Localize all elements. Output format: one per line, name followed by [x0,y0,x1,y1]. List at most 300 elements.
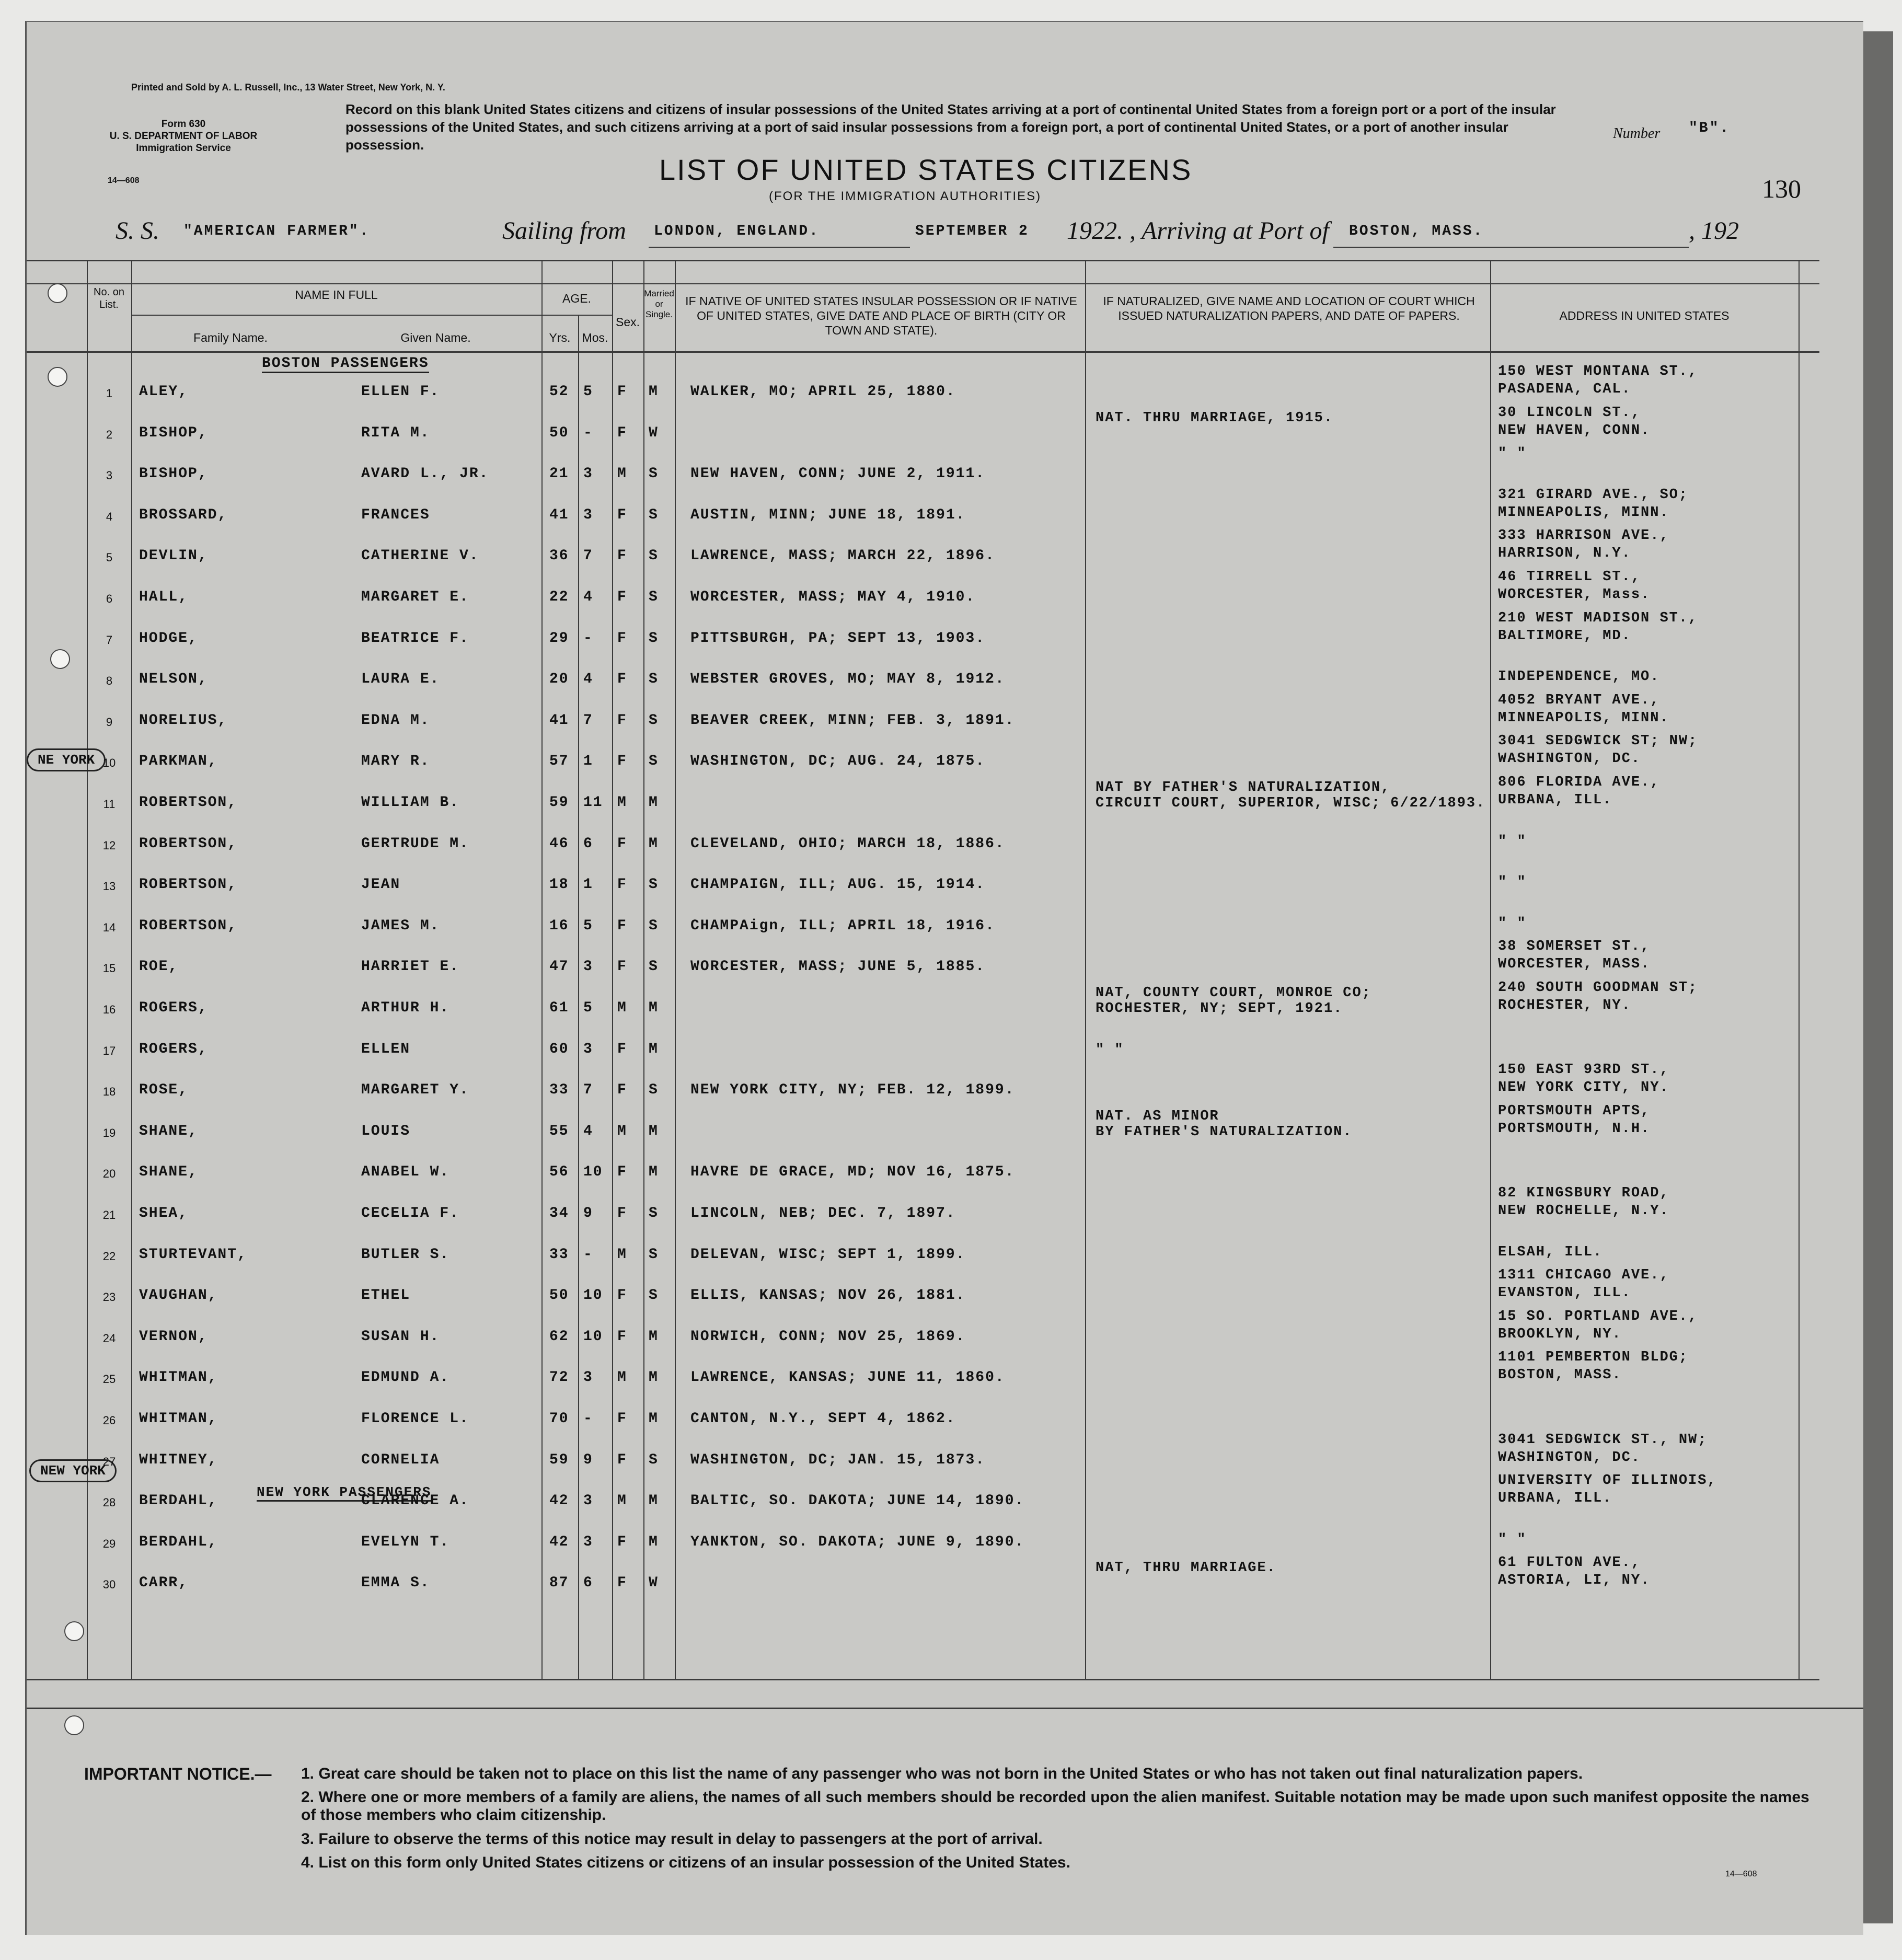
row-number: 2 [106,428,113,441]
age-years: 29 [549,630,569,647]
address-line-1: 38 SOMERSET ST., [1498,939,1651,954]
form-department: U. S. DEPARTMENT OF LABOR [109,131,258,142]
footer-code: 14—608 [1725,1870,1757,1878]
age-months: 3 [583,959,593,975]
sex: F [617,1575,627,1591]
sex: M [617,1493,627,1509]
marital-status: M [649,1493,659,1509]
sex: F [617,1164,627,1180]
age-years: 33 [549,1082,569,1098]
family-name: PARKMAN, [139,753,218,769]
row-number: 24 [102,1332,116,1345]
form-code: 14—608 [108,176,140,185]
notice-item-3: 3. Failure to observe the terms of this notice may result in delay to passengers at the port of arrival. [301,1830,1043,1848]
family-name: NORELIUS, [139,712,228,729]
age-months: 3 [583,1493,593,1509]
given-name: EVELYN T. [361,1534,450,1550]
row-number: 1 [106,387,113,400]
age-years: 50 [549,425,569,441]
naturalization-line-2: CIRCUIT COURT, SUPERIOR, WISC; 6/22/1893. [1096,795,1486,811]
sex: M [617,794,627,811]
family-name: BERDAHL, [139,1493,218,1509]
family-name: ROE, [139,959,179,975]
family-name: SHANE, [139,1164,198,1180]
age-years: 22 [549,589,569,605]
row-number: 27 [102,1455,116,1468]
marital-status: S [649,671,659,687]
age-years: 61 [549,1000,569,1016]
address-line-2: " " [1498,874,1527,890]
marital-status: M [649,1369,659,1386]
address-line-2: WORCESTER, Mass. [1498,587,1651,603]
family-name: NELSON, [139,671,208,687]
age-years: 60 [549,1041,569,1057]
age-months: 3 [583,466,593,482]
address-line-2: NEW ROCHELLE, N.Y. [1498,1203,1669,1219]
address-line-1: PORTSMOUTH APTS, [1498,1103,1651,1119]
row-number: 7 [106,633,113,647]
table-bottom-rule [27,1679,1819,1680]
address-line-2: BALTIMORE, MD. [1498,628,1631,644]
header-name: NAME IN FULL [295,288,378,302]
notice-item-2: 2. Where one or more members of a family are aliens, the names of all such members should be recorded upon the alien manifest. Suitable notation may be made upon such manifest opposite the names of those members who claim citizenship. [301,1789,1809,1824]
header-no: No. on List. [94,286,124,310]
header-naturalized: IF NATURALIZED, GIVE NAME AND LOCATION OF COURT WHICH ISSUED NATURALIZATION PAPERS, AND DATE OF PAPERS. [1103,294,1475,322]
table-header-rule [27,351,1819,353]
punch-hole [64,1621,84,1641]
family-name: ROBERTSON, [139,836,238,852]
manifest-sheet [25,21,1863,1935]
birth-place-date: NORWICH, CONN; NOV 25, 1869. [690,1329,966,1345]
age-months: 1 [583,753,593,769]
sailing-from: LONDON, ENGLAND. [654,223,820,239]
given-name: LAURA E. [361,671,440,687]
row-number: 15 [102,962,116,975]
age-months: 6 [583,836,593,852]
marital-status: W [649,1575,659,1591]
address-line-2: WORCESTER, MASS. [1498,956,1651,972]
marital-status: M [649,1123,659,1139]
sex: F [617,918,627,934]
col-divider [612,260,613,1679]
birth-place-date: BALTIC, SO. DAKOTA; JUNE 14, 1890. [690,1493,1025,1509]
birth-place-date: ELLIS, KANSAS; NOV 26, 1881. [690,1287,966,1304]
family-name: ROGERS, [139,1041,208,1057]
underline [649,247,910,248]
given-name: ELLEN [361,1041,411,1057]
col-divider [541,260,543,1679]
age-months: 7 [583,712,593,729]
birth-place-date: CHAMPAIGN, ILL; AUG. 15, 1914. [690,877,986,893]
birth-place-date: LAWRENCE, MASS; MARCH 22, 1896. [690,548,995,564]
arriving-label: , Arriving at Port of [1129,217,1329,245]
address-line-2: NEW HAVEN, CONN. [1498,423,1651,439]
sex: F [617,1041,627,1057]
marital-status: S [649,918,659,934]
row-number: 16 [102,1003,116,1016]
age-months: 5 [583,384,593,400]
birth-place-date: YANKTON, SO. DAKOTA; JUNE 9, 1890. [690,1534,1025,1550]
age-months: 3 [583,1369,593,1386]
address-line-1: 46 TIRRELL ST., [1498,569,1641,585]
row-number: 17 [102,1044,116,1057]
birth-place-date: HAVRE DE GRACE, MD; NOV 16, 1875. [690,1164,1015,1180]
marital-status: M [649,1164,659,1180]
family-name: STURTEVANT, [139,1247,247,1263]
punch-hole [64,1715,84,1735]
sex: F [617,1287,627,1304]
age-months: - [583,1247,593,1263]
age-years: 56 [549,1164,569,1180]
given-name: MARGARET E. [361,589,469,605]
marital-status: S [649,507,659,523]
age-years: 46 [549,836,569,852]
age-years: 21 [549,466,569,482]
row-number: 9 [106,716,113,729]
family-name: WHITMAN, [139,1411,218,1427]
family-name: CARR, [139,1575,189,1591]
age-years: 50 [549,1287,569,1304]
address-line-2: HARRISON, N.Y. [1498,546,1631,561]
family-name: ROBERTSON, [139,794,238,811]
family-name: ROBERTSON, [139,918,238,934]
naturalization-line-1: NAT, THRU MARRIAGE. [1096,1560,1276,1576]
age-months: 9 [583,1452,593,1468]
given-name: CORNELIA [361,1452,440,1468]
marital-status: M [649,1411,659,1427]
row-number: 20 [102,1167,116,1180]
sex: F [617,671,627,687]
table-bottom-rule [27,1708,1863,1709]
given-name: JEAN [361,877,401,893]
family-name: BISHOP, [139,466,208,482]
family-name: ROBERTSON, [139,877,238,893]
marital-status: S [649,1205,659,1221]
given-name: BUTLER S. [361,1247,450,1263]
address-line-2: BROOKLYN, NY. [1498,1327,1622,1342]
birth-place-date: LINCOLN, NEB; DEC. 7, 1897. [690,1205,956,1221]
row-number: 4 [106,510,113,523]
row-number: 8 [106,674,113,687]
age-months: 7 [583,548,593,564]
col-divider [578,315,579,1679]
address-line-1: 3041 SEDGWICK ST; NW; [1498,733,1698,749]
family-name: HALL, [139,589,189,605]
notice-item-4: 4. List on this form only United States citizens or citizens of an insular possession of the United States. [301,1854,1070,1871]
address-line-2: WASHINGTON, DC. [1498,1450,1641,1466]
row-number: 29 [102,1537,116,1550]
sex: F [617,1205,627,1221]
address-line-2: BOSTON, MASS. [1498,1367,1622,1383]
marital-status: M [649,1041,659,1057]
number-value: "B". [1689,120,1731,136]
address-line-1: 150 WEST MONTANA ST., [1498,364,1698,379]
age-months: 3 [583,1041,593,1057]
age-years: 55 [549,1123,569,1139]
given-name: ETHEL [361,1287,411,1304]
age-months: - [583,1411,593,1427]
naturalization-line-2: " " [1096,1042,1124,1058]
age-years: 41 [549,712,569,729]
sex: F [617,753,627,769]
col-divider [1799,260,1800,1679]
address-line-1: UNIVERSITY OF ILLINOIS, [1498,1473,1717,1489]
age-years: 34 [549,1205,569,1221]
age-years: 33 [549,1247,569,1263]
sex: M [617,1000,627,1016]
header-family: Family Name. [193,331,268,344]
given-name: ARTHUR H. [361,1000,450,1016]
birth-place-date: CHAMPAign, ILL; APRIL 18, 1916. [690,918,995,934]
age-months: 11 [583,794,603,811]
age-months: 3 [583,1534,593,1550]
sex: F [617,425,627,441]
age-months: 6 [583,1575,593,1591]
family-name: VERNON, [139,1329,208,1345]
header-address: ADDRESS IN UNITED STATES [1559,309,1730,322]
age-months: 10 [583,1287,603,1304]
age-years: 20 [549,671,569,687]
row-number: 11 [103,798,116,811]
notice-item-1: 1. Great care should be taken not to place on this list the name of any passenger who was not born in the United States or who has not taken out final naturalization papers. [301,1765,1583,1782]
birth-place-date: CLEVELAND, OHIO; MARCH 18, 1886. [690,836,1005,852]
given-name: FRANCES [361,507,430,523]
header-mos: Mos. [582,331,608,344]
given-name: SUSAN H. [361,1329,440,1345]
header-given: Given Name. [400,331,471,344]
sailing-year: 1922. [1067,217,1123,245]
naturalization-line-1: NAT, COUNTY COURT, MONROE CO; [1096,985,1371,1001]
punch-hole [48,283,67,303]
address-line-1: 15 SO. PORTLAND AVE., [1498,1309,1698,1324]
address-line-2: " " [1498,834,1527,849]
age-months: 5 [583,1000,593,1016]
sex: F [617,877,627,893]
table-top-rule [27,260,1819,261]
birth-place-date: CANTON, N.Y., SEPT 4, 1862. [690,1411,956,1427]
address-line-1: " " [1498,446,1527,462]
address-line-2: MINNEAPOLIS, MINN. [1498,505,1669,521]
naturalization-line-2: ROCHESTER, NY; SEPT, 1921. [1096,1001,1343,1017]
marital-status: M [649,836,659,852]
address-line-1: 333 HARRISON AVE., [1498,528,1669,544]
marital-status: M [649,1534,659,1550]
address-line-1: 3041 SEDGWICK ST., NW; [1498,1432,1708,1448]
family-name: BROSSARD, [139,507,228,523]
sex: M [617,1123,627,1139]
sex: F [617,959,627,975]
marital-status: M [649,384,659,400]
given-name: CLARENCE A. [361,1493,469,1509]
address-line-2: PASADENA, CAL. [1498,382,1631,397]
given-name: RITA M. [361,425,430,441]
row-number: 18 [102,1085,116,1098]
birth-place-date: WASHINGTON, DC; JAN. 15, 1873. [690,1452,986,1468]
given-name: MARGARET Y. [361,1082,469,1098]
given-name: EDMUND A. [361,1369,450,1386]
section-boston: BOSTON PASSENGERS [262,355,429,373]
marital-status: S [649,712,659,729]
sailing-date: SEPTEMBER 2 [915,223,1029,239]
row-number: 10 [102,756,116,769]
printer-line: Printed and Sold by A. L. Russell, Inc., 13 Water Street, New York, N. Y. [131,82,445,93]
age-months: 3 [583,507,593,523]
sex: F [617,548,627,564]
arrival-port: BOSTON, MASS. [1349,223,1484,239]
birth-place-date: WASHINGTON, DC; AUG. 24, 1875. [690,753,986,769]
row-number: 13 [102,880,116,893]
naturalization-line-1: NAT BY FATHER'S NATURALIZATION, [1096,780,1391,795]
given-name: AVARD L., JR. [361,466,489,482]
row-number: 30 [102,1578,116,1591]
ss-label: S. S. [116,217,159,245]
number-label: Number [1613,125,1661,142]
sex: F [617,589,627,605]
sex: F [617,1411,627,1427]
naturalization-line-1: NAT. AS MINOR [1096,1109,1219,1124]
form-number: Form 630 [161,119,206,130]
birth-place-date: WALKER, MO; APRIL 25, 1880. [690,384,956,400]
col-divider [1085,260,1086,1679]
marital-status: S [649,1452,659,1468]
address-line-2: NEW YORK CITY, NY. [1498,1080,1669,1096]
marital-status: M [649,794,659,811]
age-years: 41 [549,507,569,523]
age-years: 52 [549,384,569,400]
given-name: MARY R. [361,753,430,769]
given-name: JAMES M. [361,918,440,934]
row-number: 3 [106,469,113,482]
header-native: IF NATIVE OF UNITED STATES INSULAR POSSESSION OR IF NATIVE OF UNITED STATES, GIVE DATE AND PLACE OF BIRTH (CITY OR TOWN AND STATE). [685,294,1077,337]
age-months: - [583,425,593,441]
address-line-1: 30 LINCOLN ST., [1498,405,1641,421]
header-sex: Sex. [615,315,640,329]
marital-status: S [649,753,659,769]
age-years: 72 [549,1369,569,1386]
family-name: WHITNEY, [139,1452,218,1468]
age-years: 42 [549,1534,569,1550]
marital-status: S [649,959,659,975]
marital-status: S [649,1247,659,1263]
age-months: 4 [583,671,593,687]
marital-status: S [649,548,659,564]
row-number: 12 [102,839,116,852]
age-years: 57 [549,753,569,769]
birth-place-date: BEAVER CREEK, MINN; FEB. 3, 1891. [690,712,1015,729]
age-years: 42 [549,1493,569,1509]
section-new-york: NEW YORK PASSENGERS [257,1484,431,1502]
naturalization-line-1: NAT. THRU MARRIAGE, 1915. [1096,410,1334,426]
address-line-2: PORTSMOUTH, N.H. [1498,1121,1651,1137]
row-number: 21 [102,1208,116,1221]
marital-status: S [649,877,659,893]
row-number: 22 [102,1250,116,1263]
row-number: 14 [102,921,116,934]
address-line-2: WASHINGTON, DC. [1498,751,1641,767]
address-line-2: EVANSTON, ILL. [1498,1285,1631,1301]
family-name: ALEY, [139,384,189,400]
sex: F [617,712,627,729]
age-months: 9 [583,1205,593,1221]
address-line-2: ASTORIA, LI, NY. [1498,1573,1651,1588]
given-name: CECELIA F. [361,1205,460,1221]
given-name: LOUIS [361,1123,411,1139]
age-years: 16 [549,918,569,934]
address-line-1: 150 EAST 93RD ST., [1498,1062,1669,1078]
address-line-1: 1311 CHICAGO AVE., [1498,1267,1669,1283]
row-number: 19 [102,1126,116,1139]
ship-name: "AMERICAN FARMER". [183,223,370,239]
age-months: 10 [583,1329,603,1345]
page-subtitle: (FOR THE IMMIGRATION AUTHORITIES) [769,189,1042,203]
page-title: LIST OF UNITED STATES CITIZENS [659,153,1193,186]
birth-place-date: WORCESTER, MASS; MAY 4, 1910. [690,589,976,605]
family-name: SHANE, [139,1123,198,1139]
sex: F [617,384,627,400]
marital-status: S [649,589,659,605]
sex: F [617,1534,627,1550]
header-age: AGE. [562,292,591,305]
punch-hole [50,649,70,669]
birth-place-date: WEBSTER GROVES, MO; MAY 8, 1912. [690,671,1005,687]
age-years: 18 [549,877,569,893]
age-months: 5 [583,918,593,934]
age-months: 10 [583,1164,603,1180]
birth-place-date: NEW HAVEN, CONN; JUNE 2, 1911. [690,466,986,482]
naturalization-line-2: BY FATHER'S NATURALIZATION. [1096,1124,1353,1140]
address-line-1: 210 WEST MADISON ST., [1498,610,1698,626]
address-line-2: ROCHESTER, NY. [1498,998,1631,1013]
age-years: 59 [549,1452,569,1468]
age-months: 4 [583,1123,593,1139]
marital-status: M [649,1000,659,1016]
new-york-stamp: NEW YORK [29,1459,117,1482]
new-york-stamp: NE YORK [27,748,106,771]
birth-place-date: LAWRENCE, KANSAS; JUNE 11, 1860. [690,1369,1005,1386]
col-divider [643,260,644,1679]
marital-status: S [649,1082,659,1098]
age-years: 47 [549,959,569,975]
page-edge [1862,31,1893,1923]
page-number: 130 [1762,174,1801,203]
address-line-1: 61 FULTON AVE., [1498,1555,1641,1571]
family-name: BERDAHL, [139,1534,218,1550]
header-marital: Married or Single. [644,289,674,319]
age-years: 87 [549,1575,569,1591]
row-number: 6 [106,592,113,605]
marital-status: W [649,425,659,441]
given-name: ANABEL W. [361,1164,450,1180]
birth-place-date: DELEVAN, WISC; SEPT 1, 1899. [690,1247,966,1263]
sailing-label: Sailing from [502,217,626,245]
marital-status: S [649,1287,659,1304]
family-name: BISHOP, [139,425,208,441]
address-line-1: 806 FLORIDA AVE., [1498,775,1660,790]
family-name: VAUGHAN, [139,1287,218,1304]
given-name: CATHERINE V. [361,548,479,564]
row-number: 25 [102,1373,116,1386]
age-years: 70 [549,1411,569,1427]
given-name: EDNA M. [361,712,430,729]
family-name: HODGE, [139,630,198,647]
col-divider [1490,260,1491,1679]
address-line-2: INDEPENDENCE, MO. [1498,669,1660,685]
underline [1333,247,1689,248]
given-name: HARRIET E. [361,959,460,975]
sex: F [617,836,627,852]
arrival-year: , 192 [1689,217,1739,245]
family-name: WHITMAN, [139,1369,218,1386]
